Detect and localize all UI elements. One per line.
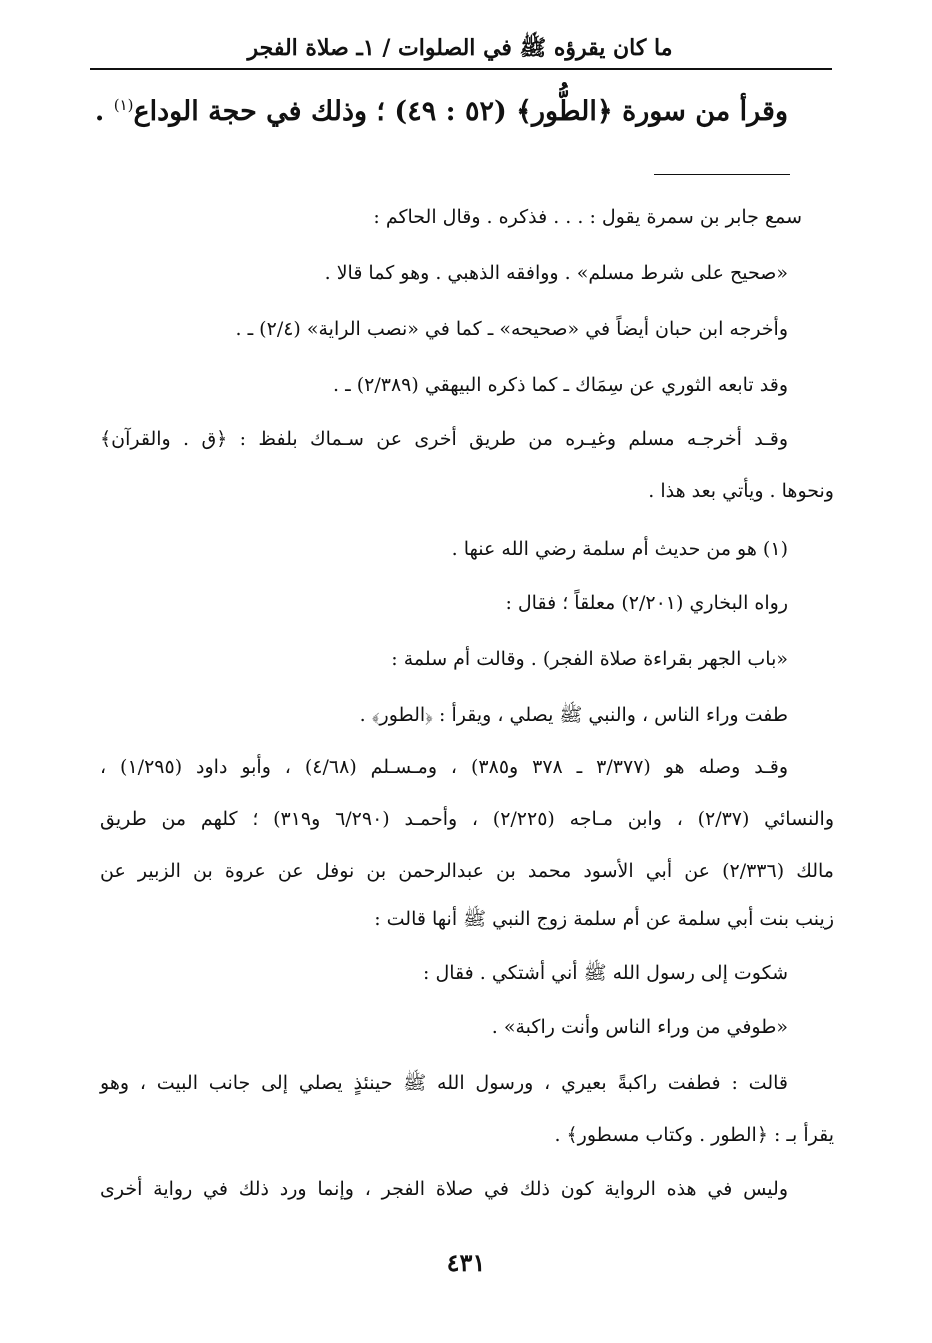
main-text-end: .: [94, 96, 114, 127]
footnote-line-2: «صحيح على شرط مسلم» . ووافقه الذهبي . وهو كما قالا .: [324, 262, 788, 284]
header-rule: [90, 68, 832, 70]
running-header: ما كان يقرؤه ﷺ في الصلوات / ١ـ صلاة الفجر: [247, 35, 673, 61]
footnote-line-19: وليس في هذه الرواية كون ذلك في صلاة الفجر ، وإنما ورد ذلك في رواية أخرى: [100, 1178, 788, 1200]
footnote-line-9: «باب الجهر بقراءة صلاة الفجر) . وقالت أم سلمة :: [391, 648, 788, 670]
footnote-line-7: (١) هو من حديث أم سلمة رضي الله عنها .: [451, 538, 788, 560]
footnote-line-15: شكوت إلى رسول الله ﷺ أني أشتكي . فقال :: [423, 962, 788, 984]
footnote-rule: [654, 174, 790, 175]
footnote-line-10: طفت وراء الناس ، والنبي ﷺ يصلي ، ويقرأ : ﴿الطور﴾ .: [359, 704, 788, 726]
footnote-line-3: وأخرجه ابن حبان أيضاً في «صحيحه» ـ كما في «نصب الراية» (٢/٤) ـ .: [235, 318, 788, 340]
footnote-line-18: يقرأ بـ : ﴿الطور . وكتاب مسطور﴾ .: [554, 1124, 834, 1146]
footnote-line-13: مالك (٢/٣٣٦) عن أبي الأسود محمد بن عبدالرحمن بن نوفل عن عروة بن الزبير عن: [100, 860, 834, 882]
footnote-reference: (١): [113, 96, 134, 114]
footnote-line-6: ونحوها . ويأتي بعد هذا .: [648, 480, 834, 502]
footnote-line-17: قالت : فطفت راكبةً بعيري ، ورسول الله ﷺ حينئذٍ يصلي إلى جانب البيت ، وهو: [100, 1072, 788, 1094]
footnote-line-4: وقد تابعه الثوري عن سِمَاك ـ كما ذكره البيهقي (٢/٣٨٩) ـ .: [333, 374, 788, 396]
footnote-line-14: زينب بنت أبي سلمة عن أم سلمة زوج النبي ﷺ أنها قالت :: [374, 908, 834, 930]
footnote-line-16: «طوفي من وراء الناس وأنت راكبة» .: [491, 1016, 788, 1038]
footnote-line-5: وقـد أخرجـه مسلم وغيـره من طريق أخرى عن سـماك بلفظ : ﴿ق . والقرآن﴾: [100, 428, 788, 450]
footnote-line-12: والنسائي (٢/٣٧) ، وابن مـاجه (٢/٢٢٥) ، وأحمـد (٦/٢٩٠ و٣١٩) ؛ كلهم من طريق: [100, 808, 835, 830]
footnote-line-8: رواه البخاري (٢/٢٠١) معلقاً ؛ فقال :: [505, 592, 788, 614]
main-text-line: [95, 96, 788, 127]
footnote-line-11: وقـد وصله هو (٣/٣٧٧ ـ ٣٧٨ و٣٨٥) ، ومـسـلم (٤/٦٨) ، وأبو داود (١/٢٩٥) ،: [100, 756, 788, 778]
footnote-line-1: سمع جابر بن سمرة يقول : . . . فذكره . وقال الحاكم :: [373, 206, 802, 228]
main-text: وقرأ من سورة ﴿الطُّور﴾ (٥٢ : ٤٩) ؛ وذلك في حجة الوداع: [133, 96, 788, 127]
page-number: ٤٣١: [446, 1248, 486, 1277]
